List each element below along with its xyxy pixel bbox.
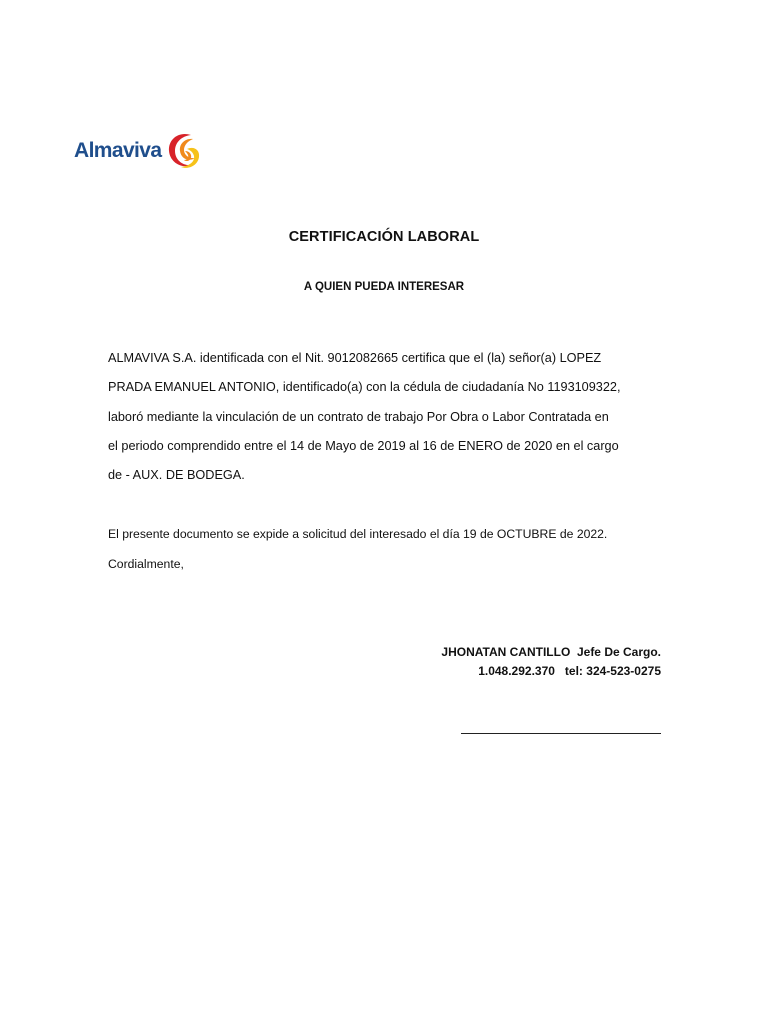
body-line: el periodo comprendido entre el 14 de Mayo de 2019 al 16 de ENERO de 2020 en el cargo bbox=[108, 438, 619, 453]
document-subtitle: A QUIEN PUEDA INTERESAR bbox=[303, 281, 465, 293]
document-title: CERTIFICACIÓN LABORAL bbox=[288, 229, 480, 245]
signer-id-phone: 1.048.292.370 tel: 324-523-0275 bbox=[478, 664, 661, 678]
body-line: PRADA EMANUEL ANTONIO, identificado(a) con la cédula de ciudadanía No 1193109322, bbox=[108, 380, 621, 395]
body-line: laboró mediante la vinculación de un contrato de trabajo Por Obra o Labor Contratada en bbox=[108, 409, 609, 424]
signature-line bbox=[461, 733, 661, 734]
certification-body bbox=[108, 344, 668, 490]
closing-text: Cordialmente, bbox=[108, 557, 184, 571]
almaviva-swirl-logo-icon bbox=[163, 129, 203, 173]
issued-statement: El presente documento se expide a solicitud del interesado el día 19 de OCTUBRE de 2022. bbox=[108, 527, 608, 541]
body-line: ALMAVIVA S.A. identificada con el Nit. 9012082665 certifica que el (la) señor(a) LOPEZ bbox=[108, 351, 602, 365]
company-logo bbox=[74, 128, 203, 174]
logo-wordmark: Almaviva bbox=[74, 139, 162, 162]
body-line: de - AUX. DE BODEGA. bbox=[108, 468, 245, 483]
signer-name: JHONATAN CANTILLO Jefe De Cargo. bbox=[441, 645, 661, 659]
